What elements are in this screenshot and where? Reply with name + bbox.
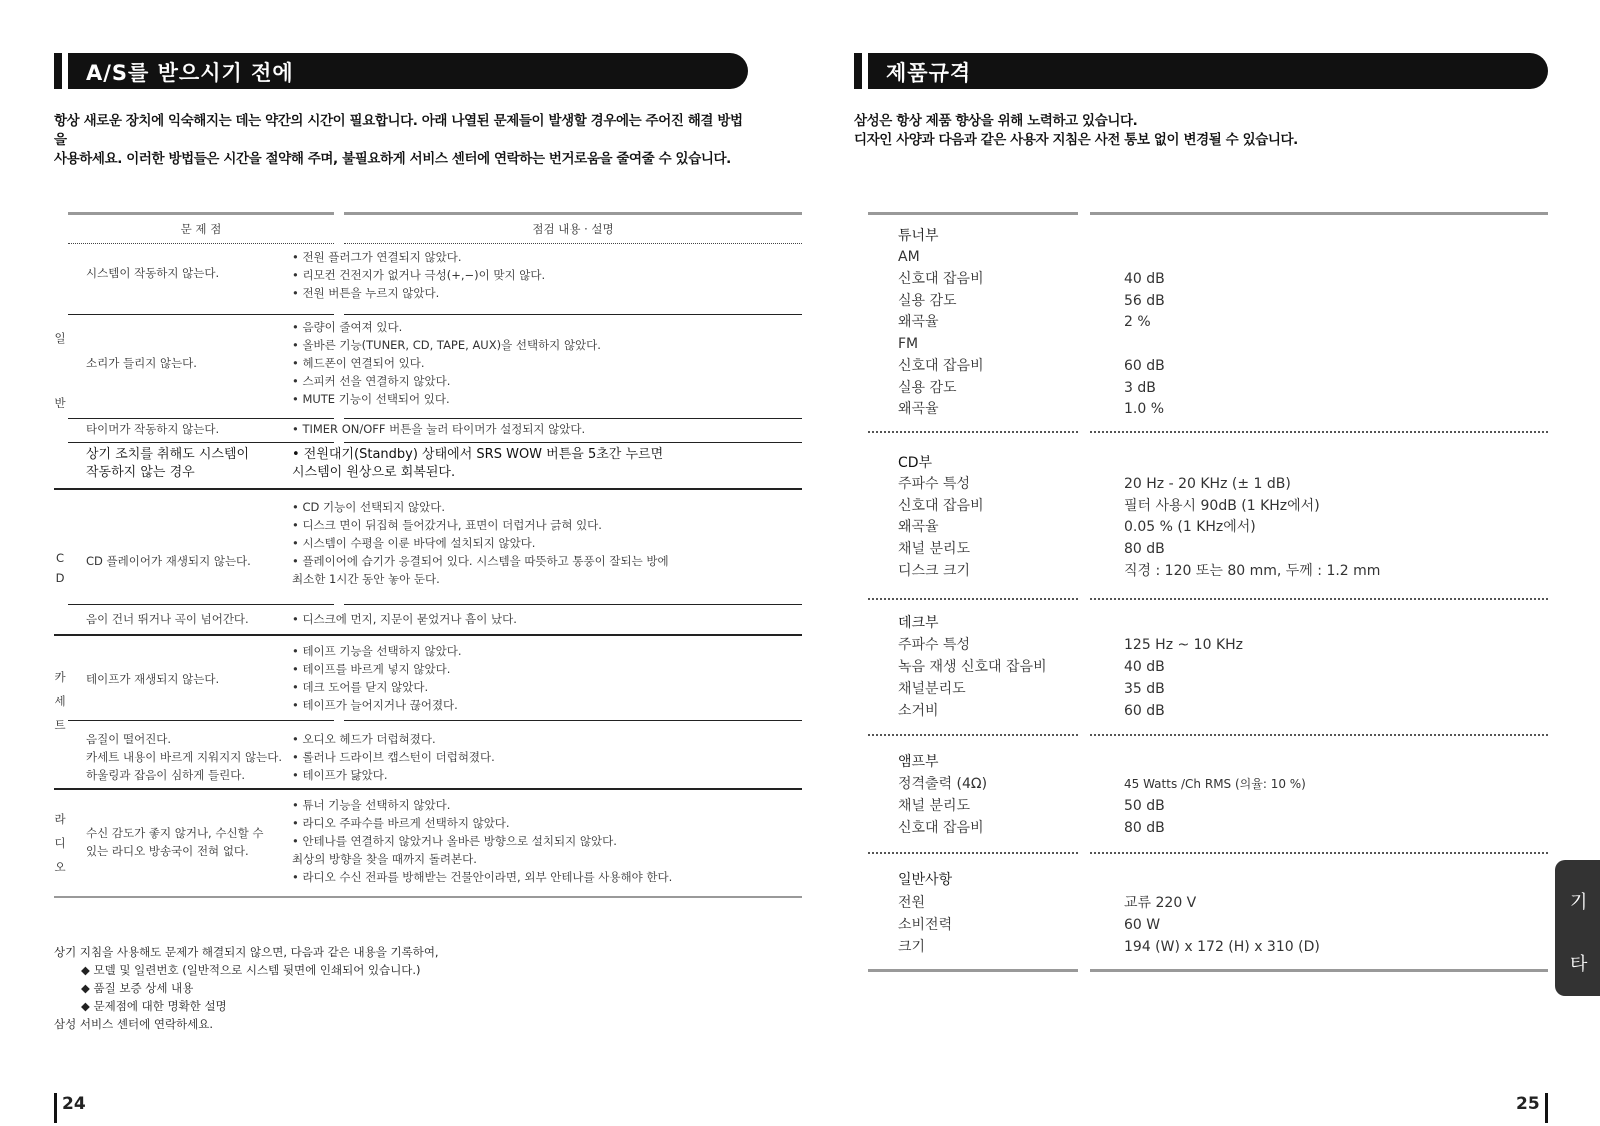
header-edge-mark <box>54 53 62 89</box>
row-divider <box>344 314 802 315</box>
table-bottom-line <box>54 896 802 898</box>
spec-divider <box>1090 734 1548 736</box>
col-header-problem: 문 제 점 <box>68 212 334 244</box>
spec-row: 소비전력 60 W <box>898 917 1161 933</box>
spec-section-heading: CD부 <box>898 455 933 471</box>
right-intro <box>854 112 1554 150</box>
right-section-title: 제품규격 <box>886 61 972 85</box>
group-divider <box>54 634 802 636</box>
spec-row: 채널분리도 35 dB <box>898 681 1165 697</box>
group-divider <box>54 788 802 790</box>
problem-text: 타이머가 작동하지 않는다. <box>86 422 220 436</box>
row-divider <box>68 314 334 315</box>
spec-row: 채널 분리도 80 dB <box>898 541 1165 557</box>
group-label-radio: 라 <box>54 812 66 826</box>
spec-divider <box>868 852 1078 854</box>
check-list: • 음량이 줄여져 있다. • 올바른 기능(TUNER, CD, TAPE, AUX)을 선택하지 않았다. • 헤드폰이 연결되어 있다. • 스피커 선을 연결하지 않았다. • MUTE 기능이 선택되어 있다. <box>292 320 601 406</box>
group-divider <box>54 488 802 490</box>
check-list: • 튜너 기능을 선택하지 않았다. • 라디오 주파수를 바르게 선택하지 않았다. • 안테나를 연결하지 않았거나 올바른 방향으로 설치되지 않았다. 최상의 방향을 찾을 때까지 돌려본다. • 라디오 수신 전파를 방해받는 건물안이라면, 외부 안테나를 사용해야 한다. <box>292 798 673 884</box>
group-label-cassette: 카 <box>54 670 66 684</box>
spec-top-line <box>1090 212 1548 215</box>
spec-row: 정격출력 (4Ω) 45 Watts /Ch RMS (의율: 10 %) <box>898 776 1306 792</box>
row-divider <box>68 442 334 443</box>
problem-text: 소리가 들리지 않는다. <box>86 356 197 370</box>
problem-text: 음질이 떨어진다. 카세트 내용이 바르게 지워지지 않는다. 하울링과 잡음이 심하게 들린다. <box>86 732 283 782</box>
footer-line: 상기 지침을 사용해도 문제가 해결되지 않으면, 다음과 같은 내용을 기록하여, <box>54 945 439 959</box>
row-divider <box>68 720 334 721</box>
spec-row: 전원 교류 220 V <box>898 895 1197 911</box>
side-tab-char: 타 <box>1570 954 1588 975</box>
spec-divider <box>1090 598 1548 600</box>
left-intro-line: 사용하세요. 이러한 방법들은 시간을 절약해 주며, 불필요하게 서비스 센터에 연락하는 번거로움을 줄여줄 수 있습니다. <box>54 151 731 167</box>
left-intro <box>54 112 754 169</box>
group-label-cassette: 트 <box>54 718 66 732</box>
footer-bullet: ◆ 문제점에 대한 명확한 설명 <box>81 999 227 1013</box>
check-list: • 디스크에 먼지, 지문이 묻었거나 흠이 났다. <box>292 612 517 626</box>
row-divider <box>68 418 334 419</box>
problem-text: CD 플레이어가 재생되지 않는다. <box>86 554 251 568</box>
spec-row: 실용 감도 3 dB <box>898 380 1156 396</box>
spec-bottom-line <box>868 969 1078 972</box>
spec-row: 신호대 잡음비 60 dB <box>898 358 1165 374</box>
spec-row: 왜곡율 1.0 % <box>898 401 1165 417</box>
row-divider <box>68 604 334 605</box>
footer-bullet: ◆ 품질 보증 상세 내용 <box>81 981 194 995</box>
problem-text: 음이 건너 뛰거나 곡이 넘어간다. <box>86 612 249 626</box>
check-list: • TIMER ON/OFF 버튼을 눌러 타이머가 설정되지 않았다. <box>292 422 586 436</box>
row-divider <box>344 604 802 605</box>
left-page-number: 24 <box>54 1093 86 1123</box>
spec-section-heading: 앰프부 <box>898 754 939 770</box>
right-intro-line: 디자인 사양과 다음과 같은 사용자 지침은 사전 통보 없이 변경될 수 있습니다. <box>854 132 1298 148</box>
spec-row: 왜곡율 0.05 % (1 KHz에서) <box>898 519 1256 535</box>
spec-row: 디스크 크기 직경 : 120 또는 80 mm, 두께 : 1.2 mm <box>898 563 1381 579</box>
check-list: • 전원대기(Standby) 상태에서 SRS WOW 버튼을 5초간 누르면 시스템이 원상으로 회복된다. <box>292 447 664 480</box>
group-label-radio: 오 <box>54 860 66 874</box>
spec-row: 왜곡율 2 % <box>898 314 1151 330</box>
left-footer-note <box>54 943 439 1033</box>
side-tab-other <box>1555 860 1600 996</box>
left-intro-line: 항상 새로운 장치에 익숙해지는 데는 약간의 시간이 필요합니다. 아래 나열된 문제들이 발생할 경우에는 주어진 해결 방법을 <box>54 113 743 148</box>
check-list: • CD 기능이 선택되지 않았다. • 디스크 면이 뒤집혀 들어갔거나, 표면이 더럽거나 긁혀 있다. • 시스템이 수평을 이룬 바닥에 설치되지 않았다. • 플레이어에 습기가 응결되어 있다. 시스템을 따뜻하고 통풍이 잘되는 방에 최소한 1시간 동안 놓아 둔다. <box>292 500 669 586</box>
check-list: • 오디오 헤드가 더럽혀졌다. • 롤러나 드라이브 캡스턴이 더럽혀졌다. • 테이프가 닳았다. <box>292 732 495 782</box>
left-section-title: A/S를 받으시기 전에 <box>86 61 294 85</box>
group-label-general: 일 <box>54 331 66 345</box>
spec-row: AM <box>898 249 920 265</box>
left-section-header <box>68 53 748 89</box>
group-label-general: 반 <box>54 396 66 410</box>
spec-row: 신호대 잡음비 필터 사용시 90dB (1 KHz에서) <box>898 498 1320 514</box>
spec-divider <box>1090 852 1548 854</box>
spec-divider <box>868 431 1078 433</box>
problem-text: 상기 조치를 취해도 시스템이 작동하지 않는 경우 <box>86 447 250 480</box>
spec-section-heading: 일반사항 <box>898 872 953 888</box>
spec-row: 녹음 재생 신호대 잡음비 40 dB <box>898 659 1165 675</box>
spec-row: 소거비 60 dB <box>898 703 1165 719</box>
footer-bullet: ◆ 모델 및 일련번호 (일반적으로 시스템 뒷면에 인쇄되어 있습니다.) <box>81 963 421 977</box>
col-header-check: 점검 내용 · 설명 <box>344 212 802 244</box>
spec-divider <box>868 598 1078 600</box>
group-label-radio: 디 <box>54 836 66 850</box>
spec-row: 채널 분리도 50 dB <box>898 798 1165 814</box>
row-divider <box>344 418 802 419</box>
spec-row: 신호대 잡음비 40 dB <box>898 271 1165 287</box>
group-label-cassette: 세 <box>54 694 66 708</box>
check-list: • 테이프 기능을 선택하지 않았다. • 테이프를 바르게 넣지 않았다. • 데크 도어를 닫지 않았다. • 테이프가 늘어지거나 끊어졌다. <box>292 644 462 712</box>
row-divider <box>344 720 802 721</box>
row-divider <box>344 442 802 443</box>
spec-row: 주파수 특성 20 Hz - 20 KHz (± 1 dB) <box>898 476 1291 492</box>
check-list: • 전원 플러그가 연결되지 않았다. • 리모컨 건전지가 없거나 극성(+,−)이 맞지 않다. • 전원 버튼을 누르지 않았다. <box>292 250 546 300</box>
right-intro-line: 삼성은 항상 제품 향상을 위해 노력하고 있습니다. <box>854 113 1138 129</box>
spec-section-heading: 튜너부 <box>898 228 939 244</box>
spec-row: 크기 194 (W) x 172 (H) x 310 (D) <box>898 939 1320 955</box>
spec-row: 주파수 특성 125 Hz ~ 10 KHz <box>898 637 1243 653</box>
problem-text: 테이프가 재생되지 않는다. <box>86 672 220 686</box>
spec-row: 신호대 잡음비 80 dB <box>898 820 1165 836</box>
group-label-cd: D <box>55 571 65 585</box>
spec-divider <box>868 734 1078 736</box>
side-tab-char: 기 <box>1570 892 1588 913</box>
spec-row: FM <box>898 336 919 352</box>
spec-divider <box>1090 431 1548 433</box>
group-label-cd: C <box>55 551 65 565</box>
spec-top-line <box>868 212 1078 215</box>
header-edge-mark <box>854 53 862 89</box>
right-section-header <box>868 53 1548 89</box>
spec-bottom-line <box>1090 969 1548 972</box>
problem-text: 시스템이 작동하지 않는다. <box>86 266 220 280</box>
problem-text: 수신 감도가 좋지 않거나, 수신할 수 있는 라디오 방송국이 전혀 없다. <box>86 826 264 858</box>
spec-row: 실용 감도 56 dB <box>898 293 1165 309</box>
spec-section-heading: 데크부 <box>898 615 939 631</box>
footer-line: 삼성 서비스 센터에 연락하세요. <box>54 1017 214 1031</box>
right-page-number: 25 <box>1516 1093 1548 1123</box>
